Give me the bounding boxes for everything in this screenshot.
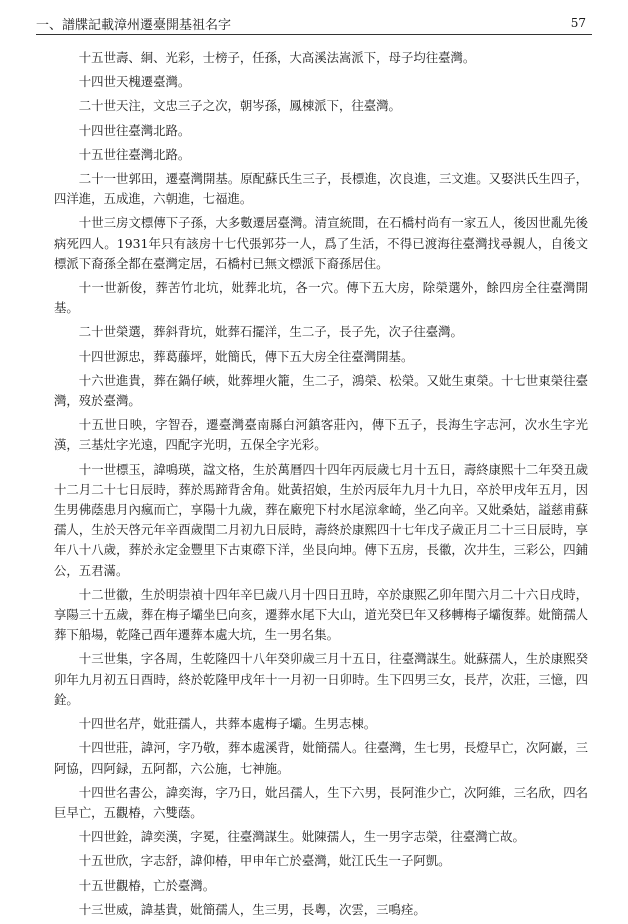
paragraph: 十四世名書公，諱奕海，字乃日，妣呂孺人，生下六男，長阿淮少亡，次阿維，三名欣，四名巨早亡，五觀椿，六雙蔭。: [54, 784, 588, 820]
page-number: 57: [570, 16, 586, 30]
paragraph: 十一世標玉，諱鳴瑛，諡文格，生於萬曆四十四年丙辰歲七月十五日，壽終康熙十二年癸丑歲十二月二十七日辰時，葬於馬蹄背舍角。妣黃招娘，生於丙辰年九月十九日，卒於甲戌年五月，因生男佛蔭患月內瘋而亡，享陽十九歲，葬在廠兜下村水尾涼傘崎，坐乙向辛。又妣桑姑，謚慈甫蘇孺人，生於天啓元年辛酉歲閏二月初九日辰時，壽終於康熙四十七年戊子歲正月二十三日辰時，享年八十八歲，葬於永定金豐里下古東磜下洋，坐艮向坤。傳下五房，長徽，次井生，三彩公，四鋪公，五君滿。: [54, 461, 588, 578]
paragraph: 十六世進貴，葬在鍋仔峽，妣葬埋火籠，生二子，鴻榮、松榮。又妣生東榮。十七世東榮往臺灣，歿於臺灣。: [54, 372, 588, 409]
paragraph: 十世三房文標傳下子孫，大多數遷居臺灣。清宣統間，在石橋村尚有一家五人，後因世亂先後病死四人。1931年只有該房十七代張郭芬一人，爲了生活，不得已渡海往臺灣找尋親人，自後文標派下裔孫全都在臺灣定居，石橋村已無文標派下裔孫居住。: [54, 215, 588, 271]
running-header: [36, 12, 592, 35]
paragraph: 十四世源忠，葬葛藤坪，妣簡氏，傳下五大房全往臺灣開基。: [78, 348, 414, 364]
paragraph: 十五世欣，字志舒，諱仰椿，甲申年亡於臺灣，妣江氏生一子阿凱。: [78, 853, 451, 869]
paragraph: 十五世日映，字智吞，遷臺灣臺南縣白河鎮客莊內，傳下五子，長海生字志河，次水生字光漢，三基灶字光遠，四配字光明，五保全字光彩。: [54, 417, 588, 453]
paragraph: 十三世威，諱基貴，妣簡孺人，生三男，長粵，次雲，三鳴痊。: [78, 901, 426, 917]
paragraph: 十四世往臺灣北路。: [78, 122, 191, 138]
paragraph: 十四世銓，諱奕漢，字冕，往臺灣謀生。妣陳孺人，生一男字志榮，往臺灣亡故。: [78, 829, 525, 845]
paragraph: 十四世天槐遷臺灣。: [78, 74, 191, 90]
paragraph: 十五世往臺灣北路。: [78, 146, 191, 162]
paragraph: 十五世觀椿，亡於臺灣。: [78, 877, 216, 893]
paragraph: 二十世天注，文忠三子之次，朝岑孫，鳳棟派下，往臺灣。: [78, 98, 401, 114]
paragraph: 十四世莊，諱河，字乃敬，葬本處溪背，妣簡孺人。往臺灣，生七男，長燈早亡，次阿巖，三阿協，四阿録，五阿都，六公施，七神施。: [54, 740, 588, 776]
main-text: [54, 48, 588, 924]
paragraph: 十三世集，字各周，生乾隆四十八年癸卯歲三月十五日，往臺灣謀生。妣蘇孺人，生於康熙癸卯年九月初五日酉時，終於乾隆甲戌年十一月初一日卯時。生下四男三女，長芹，次莊，三憶，四銓。: [54, 651, 588, 707]
paragraph: 十四世名芹，妣莊孺人，共葬本處梅子壩。生男志棟。: [78, 716, 377, 732]
header-title: 一、譜牒記載漳州遷臺開基祖名字: [36, 17, 232, 33]
paragraph: 十二世徽，生於明崇禎十四年辛巳歲八月十四日丑時，卒於康熙乙卯年閏六月二十六日戌時，享陽三十五歲，葬在梅子壩坐巳向亥，遷葬水尾下大山，道光癸巳年又移轉梅子壩復葬。妣簡孺人葬下船場，乾隆己酉年遷葬本處大坑，生一男名集。: [54, 586, 588, 643]
paragraph: 二十世榮選，葬斜背坑，妣葬石擺洋，生二子，長子先，次子往臺灣。: [78, 324, 463, 340]
paragraph: 二十一世郭田，遷臺灣開基。原配蘇氏生三子，長標進，次良進，三文進。又娶洪氏生四子，四洋進，五成進，六朝進，七福進。: [54, 171, 588, 207]
paragraph: 十五世壽、絅、光彩，士榜子，任孫，大高溪法嵩派下，母子均往臺灣。: [78, 50, 476, 65]
paragraph: 十一世新俊，葬苦竹北坑，妣葬北坑，各一穴。傳下五大房，除榮選外，餘四房全往臺灣開基。: [54, 280, 588, 316]
